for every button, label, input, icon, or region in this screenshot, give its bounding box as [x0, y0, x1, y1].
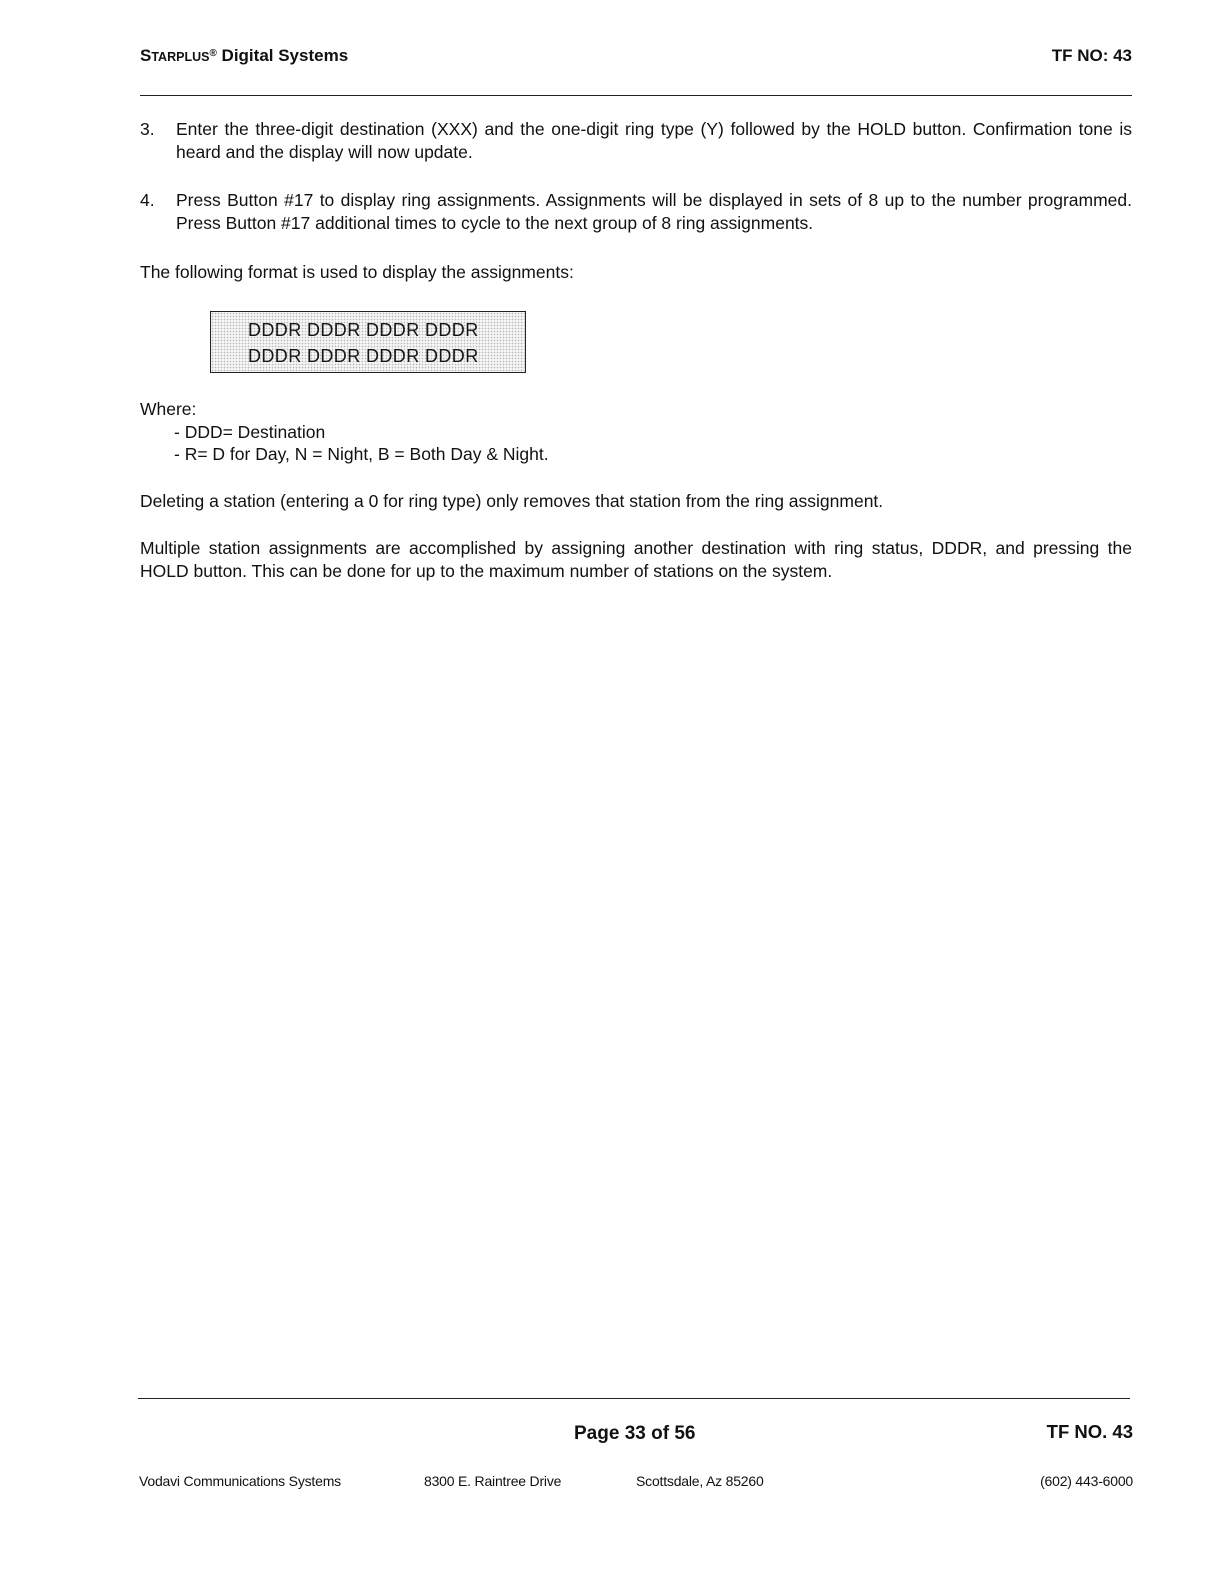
brand-suffix: Digital Systems	[216, 46, 349, 65]
delete-note: Deleting a station (entering a 0 for ring type) only removes that station from the ring assignment.	[140, 491, 884, 511]
lcd-display-example	[210, 311, 526, 373]
footer-company: Vodavi Communications Systems	[139, 1473, 341, 1489]
step-4	[140, 189, 1132, 235]
step-number: 4.	[140, 190, 155, 210]
footer-city: Scottsdale, Az 85260	[636, 1473, 764, 1489]
header-divider	[140, 95, 1132, 96]
where-item-ring-type: - R= D for Day, N = Night, B = Both Day & Night.	[174, 444, 549, 464]
lcd-line-2: DDDR DDDR DDDR DDDR	[248, 346, 479, 366]
step-text: Enter the three-digit destination (XXX) and the one-digit ring type (Y) followed by the HOLD button. Confirmation tone is heard and the display will now update.	[176, 119, 1132, 162]
registered-mark: ®	[209, 48, 217, 59]
brand-initial: S	[140, 46, 152, 65]
multiple-assignments-note: Multiple station assignments are accomplished by assigning another destination with ring status, DDDR, and pressing the HOLD button. This can be done for up to the maximum number of stations on the system.	[140, 538, 1132, 581]
header-tf-number: TF NO: 43	[1051, 46, 1132, 65]
step-text: Press Button #17 to display ring assignments. Assignments will be displayed in sets of 8 up to the number programmed. Press Button #17 additional times to cycle to the next group of 8 ring assignments.	[176, 190, 1132, 233]
brand-smallcaps: TARPLUS	[151, 50, 210, 64]
footer-phone: (602) 443-6000	[1040, 1473, 1133, 1489]
step-number: 3.	[140, 119, 155, 139]
header-brand	[140, 46, 348, 66]
where-label: Where:	[140, 399, 197, 419]
footer-tf-number: TF NO. 43	[1046, 1421, 1133, 1442]
where-item-destination: - DDD= Destination	[174, 422, 326, 442]
step-3	[140, 118, 1132, 164]
format-intro: The following format is used to display the assignments:	[140, 262, 574, 282]
lcd-line-1: DDDR DDDR DDDR DDDR	[248, 320, 479, 340]
footer-divider	[138, 1398, 1130, 1399]
page-number: Page 33 of 56	[574, 1423, 696, 1444]
footer-street: 8300 E. Raintree Drive	[424, 1473, 562, 1489]
